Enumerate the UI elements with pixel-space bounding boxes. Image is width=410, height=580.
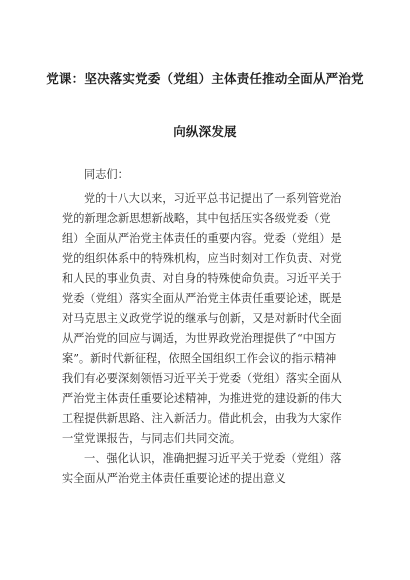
paragraph-1-line: 组）全面从严治党主体责任的重要内容。党委（党组）是	[62, 232, 342, 245]
paragraph-1-line: 对马克思主义政党学说的继承与创新，又是对新时代全面	[62, 312, 342, 325]
paragraph-1-line: 和人民的事业负责、对自身的特殊使命负责。习近平关于	[62, 272, 342, 285]
paragraph-1-line: 党的十八大以来，习近平总书记提出了一系列管党治	[84, 192, 342, 205]
document-title-line-2: 向纵深发展	[173, 124, 237, 139]
paragraph-1	[62, 189, 366, 369]
paragraph-1-line: 从严治党的回应与调适，为世界政党治理提供了“中国方	[62, 332, 337, 345]
section-1-line: 实全面从严治党主体责任重要论述的提出意义	[62, 472, 286, 485]
paragraph-2-line: 我们有必要深刻领悟习近平关于党委（党组）落实全面从	[62, 372, 342, 385]
paragraph-1-line: 党的新理念新思想新战略，其中包括压实各级党委（党	[62, 212, 331, 225]
section-1-heading	[62, 449, 366, 489]
paragraph-1-line: 党的组织体系中的特殊机构，应当时刻对工作负责、对党	[62, 252, 342, 265]
paragraph-2-line: 一堂党课报告，与同志们共同交流。	[62, 432, 242, 445]
salutation: 同志们：	[84, 168, 129, 181]
paragraph-2	[62, 369, 366, 449]
section-1-line: 一、强化认识，准确把握习近平关于党委（党组）落	[84, 452, 342, 465]
paragraph-2-line: 工程提供新思路、注入新活力。借此机会，由我为大家作	[62, 412, 342, 425]
paragraph-2-line: 严治党主体责任重要论述精神，为推进党的建设新的伟大	[62, 392, 342, 405]
paragraph-1-line: 案”。新时代新征程，依照全国组织工作会议的指示精神	[62, 352, 337, 365]
document-title-line-1: 党课：坚决落实党委（党组）主体责任推动全面从严治党	[46, 71, 364, 86]
paragraph-1-line: 党委（党组）落实全面从严治党主体责任重要论述，既是	[62, 292, 342, 305]
